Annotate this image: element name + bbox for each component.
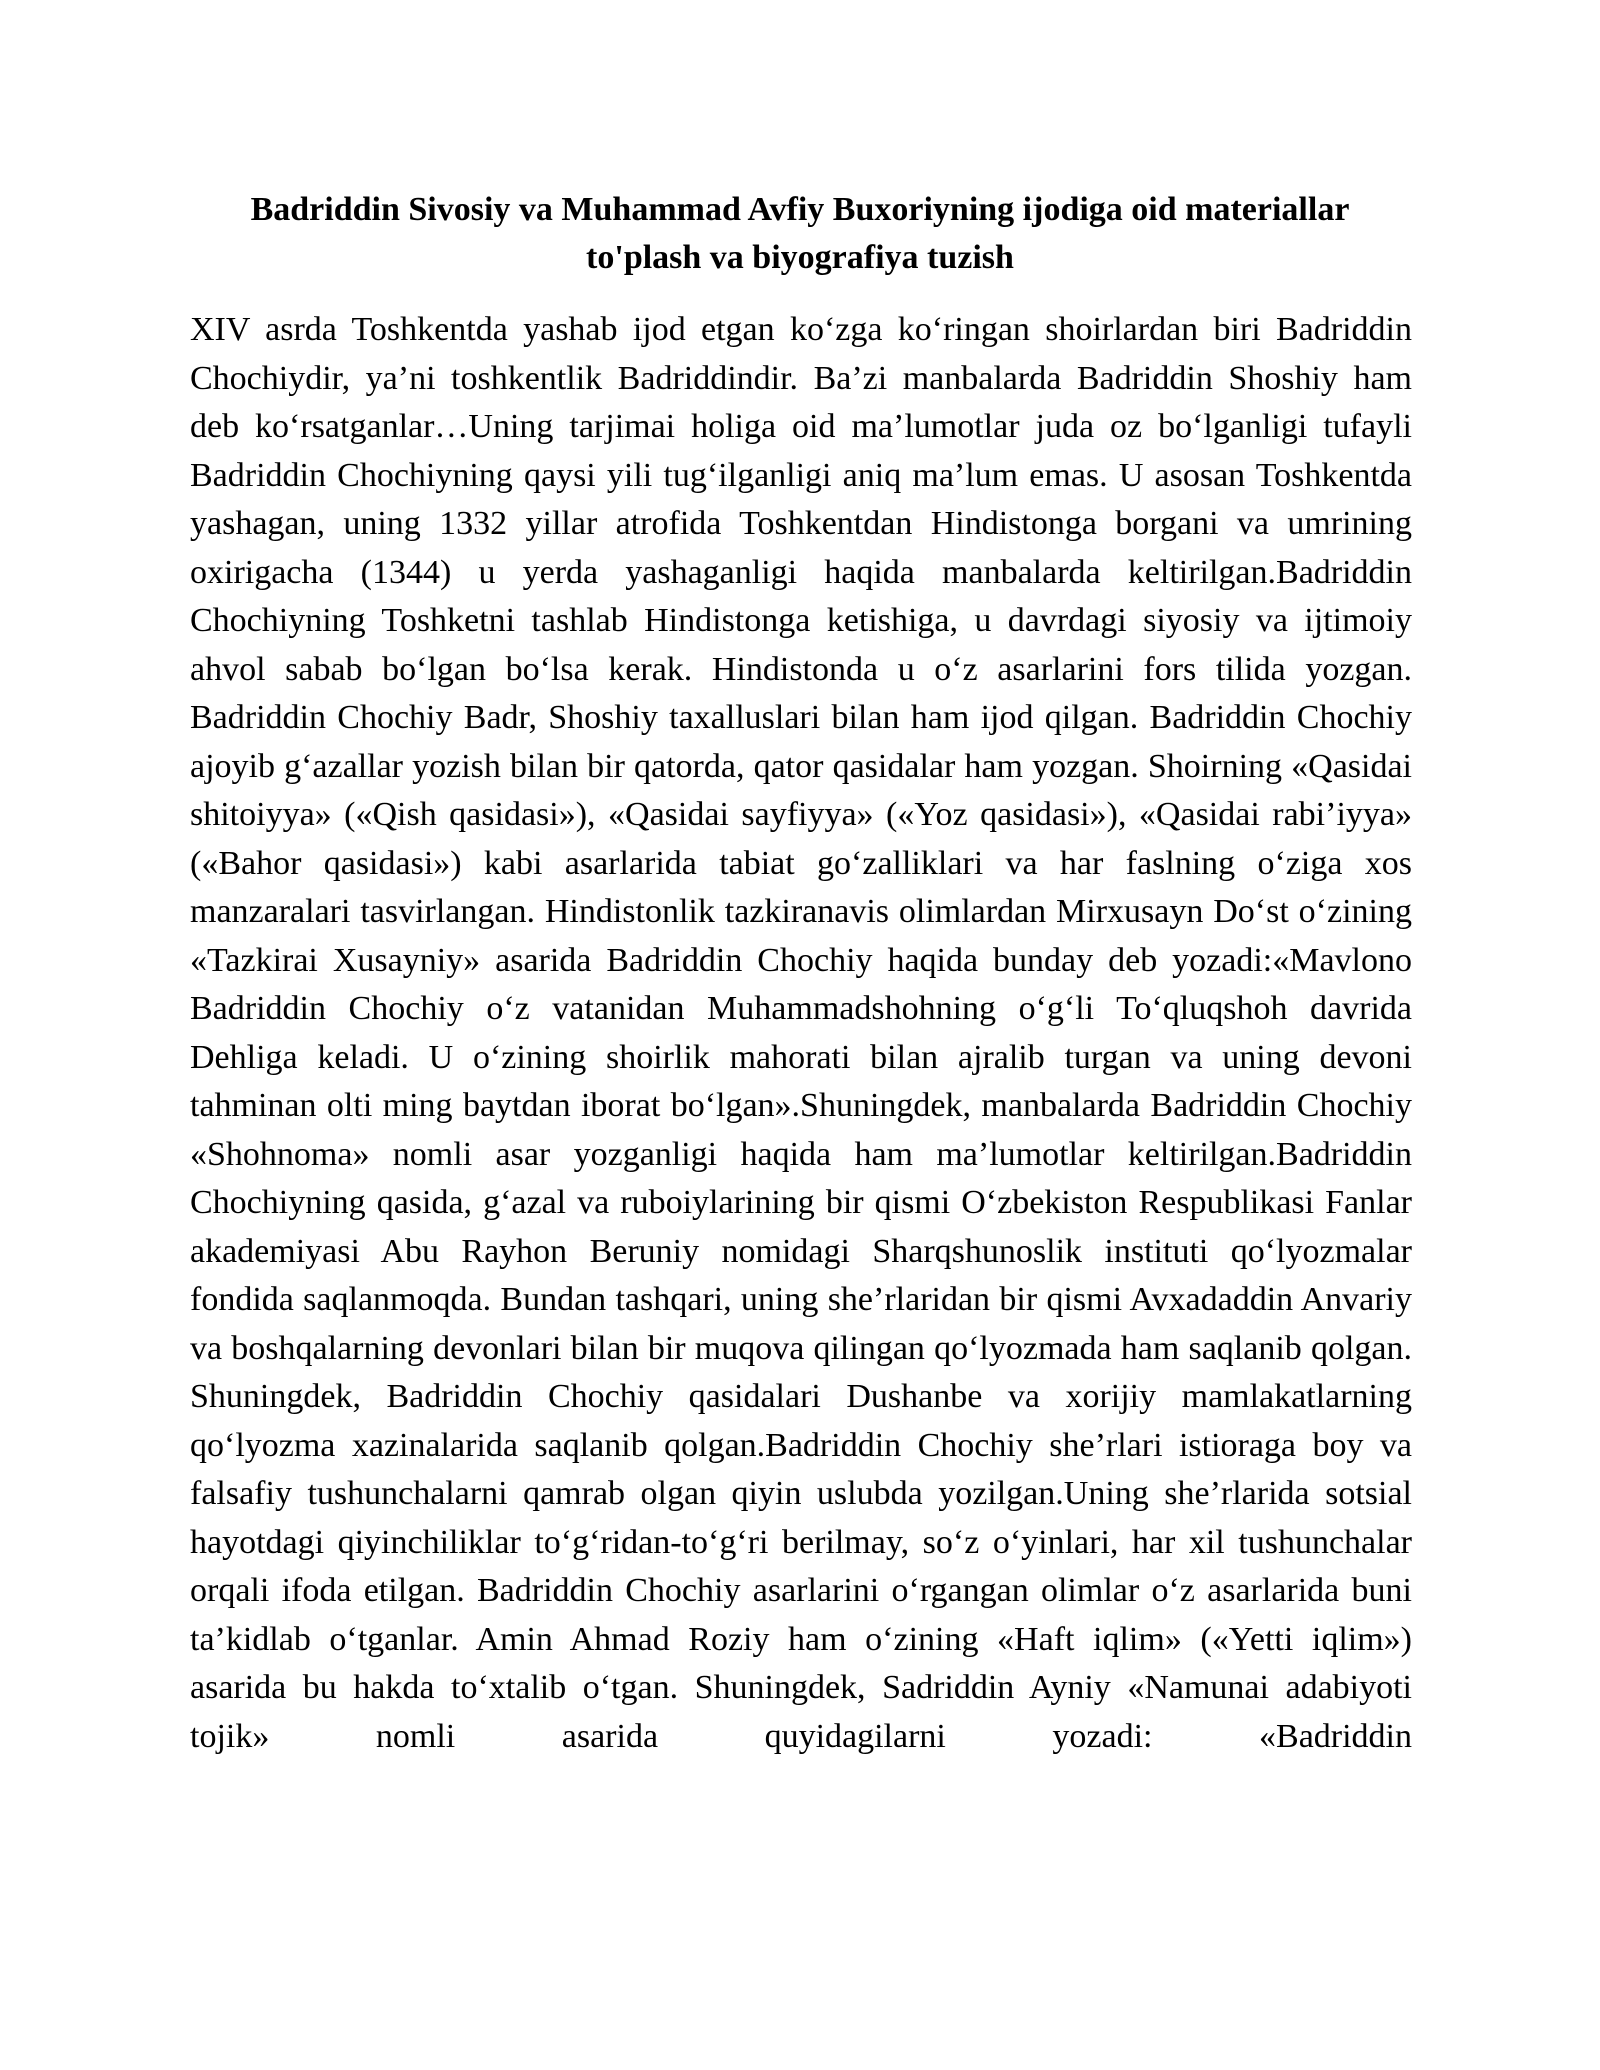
- title-line-2: to'plash va biyografiya tuzish: [586, 239, 1014, 276]
- document-title: [190, 186, 1410, 282]
- body-paragraph: XIV asrda Toshkentda yashab ijod etgan ko‘zga ko‘ringan shoirlardan biri Badriddin Chochiydir, ya’ni toshkentlik Badriddindir. Ba’zi manbalarda Badriddin Shoshiy ham deb ko‘rsatganlar…Uning tarjimai holiga oid ma’lumotlar juda oz bo‘lganligi tufayli Badriddin Chochiyning qaysi yili tug‘ilganligi aniq ma’lum emas. U asosan Toshkentda yashagan, uning 1332 yillar atrofida Toshkentdan Hindistonga borgani va umrining oxirigacha (1344) u yerda yashaganligi haqida manbalarda keltirilgan.Badriddin Chochiyning Toshketni tashlab Hindistonga ketishiga, u davrdagi siyosiy va ijtimoiy ahvol sabab bo‘lgan bo‘lsa kerak. Hindistonda u o‘z asarlarini fors tilida yozgan. Badriddin Chochiy Badr, Shoshiy taxalluslari bilan ham ijod qilgan. Badriddin Chochiy ajoyib g‘azallar yozish bilan bir qatorda, qator qasidalar ham yozgan. Shoirning «Qasidai shitoiyya» («Qish qasidasi»), «Qasidai sayfiyya» («Yoz qasidasi»), «Qasidai rabi’iyya» («Bahor qasidasi») kabi asarlarida tabiat go‘zalliklari va har faslning o‘ziga xos manzaralari tasvirlangan. Hindistonlik tazkiranavis olimlardan Mirxusayn Do‘st o‘zining «Tazkirai Xusayniy» asarida Badriddin Chochiy haqida bunday deb yozadi:«Mavlono Badriddin Chochiy o‘z vatanidan Muhammadshohning o‘g‘li To‘qluqshoh davrida Dehliga keladi. U o‘zining shoirlik mahorati bilan ajralib turgan va uning devoni tahminan olti ming baytdan iborat bo‘lgan».Shuningdek, manbalarda Badriddin Chochiy «Shohnoma» nomli asar yozganligi haqida ham ma’lumotlar keltirilgan.Badriddin Chochiyning qasida, g‘azal va ruboiylarining bir qismi O‘zbekiston Respublikasi Fanlar akademiyasi Abu Rayhon Beruniy nomidagi Sharqshunoslik instituti qo‘lyozmalar fondida saqlanmoqda. Bundan tashqari, uning she’rlaridan bir qismi Avxadaddin Anvariy va boshqalarning devonlari bilan bir muqova qilingan qo‘lyozmada ham saqlanib qolgan. Shuningdek, Badriddin Chochiy qasidalari Dushanbe va xorijiy mamlakatlarning qo‘lyozma xazinalarida saqlanib qolgan.Badriddin Chochiy she’rlari istioraga boy va falsafiy tushunchalarni qamrab olgan qiyin uslubda yozilgan.Uning she’rlarida sotsial hayotdagi qiyinchiliklar to‘g‘ridan-to‘g‘ri berilmay, so‘z o‘yinlari, har xil tushunchalar orqali ifoda etilgan. Badriddin Chochiy asarlarini o‘rgangan olimlar o‘z asarlarida buni ta’kidlab o‘tganlar. Amin Ahmad Roziy ham o‘zining «Haft iqlim» («Yetti iqlim») asarida bu hakda to‘xtalib o‘tgan. Shuningdek, Sadriddin Ayniy «Namunai adabiyoti tojik» nomli asarida quyidagilarni yozadi: «Badriddin: [190, 311, 1412, 1755]
- title-line-1: Badriddin Sivosiy va Muhammad Avfiy Buxoriyning ijodiga oid materiallar: [250, 191, 1350, 228]
